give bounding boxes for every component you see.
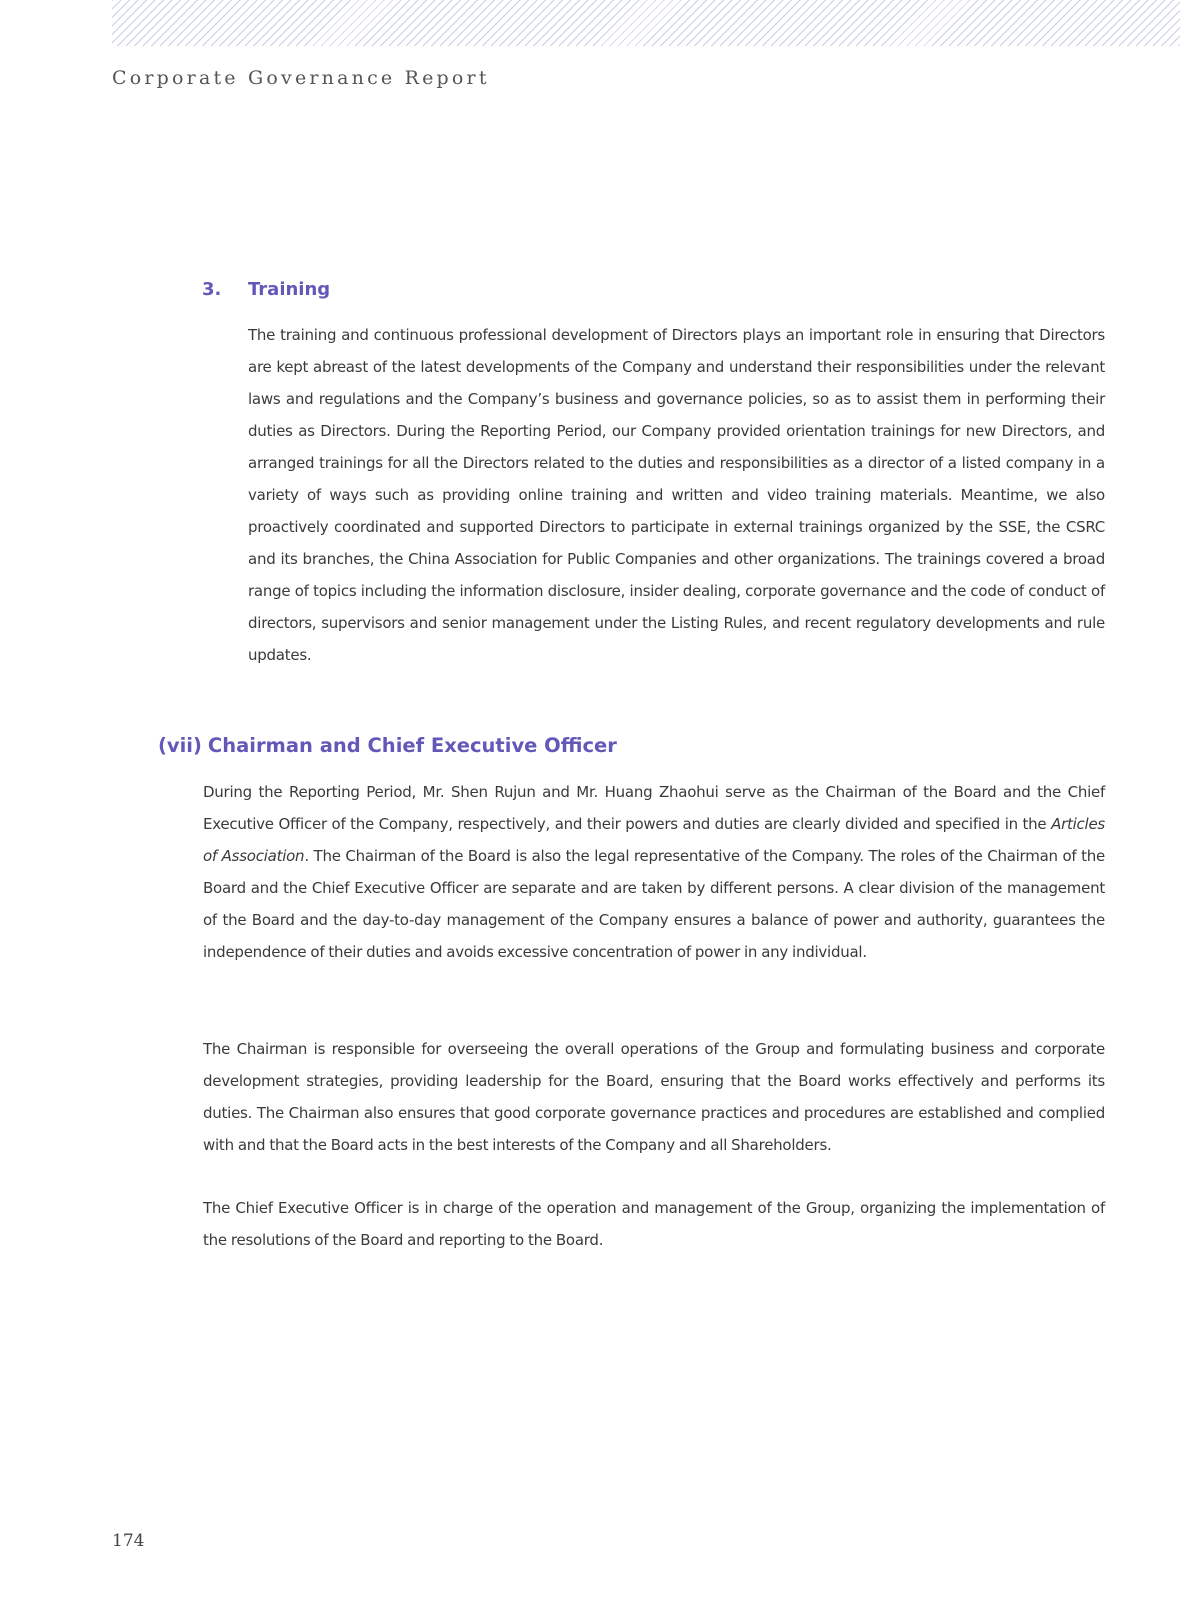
paragraph-1-text-before: During the Reporting Period, Mr. Shen Rujun and Mr. Huang Zhaohui serve as the Chairman of the Board and the Chief Executive Officer of the Company, respectively, and their powers and duties are clearly divided and specified in the (203, 783, 1105, 833)
paragraph-1-text-after: . The Chairman of the Board is also the legal representative of the Company. The roles of the Chairman of the Board and the Chief Executive Officer are separate and are taken by different persons. A clear division of the management of the Board and the day-to-day management of the Company ensures a balance of power and authority, guarantees the independence of their duties and avoids excessive concentration of power in any individual. (203, 847, 1105, 961)
training-heading-title: Training (248, 279, 331, 300)
running-header-title: Corporate Governance Report (112, 67, 490, 89)
chairman-ceo-paragraph-1 (203, 776, 1105, 968)
training-heading (202, 279, 330, 300)
chairman-ceo-heading (158, 734, 617, 757)
chairman-ceo-heading-title: Chairman and Chief Executive Officer (207, 734, 617, 757)
training-heading-number: 3. (202, 279, 222, 300)
chairman-responsibilities-paragraph: The Chairman is responsible for overseeing the overall operations of the Group and formulating business and corporate development strategies, providing leadership for the Board, ensuring that the Board works effectively and performs its duties. The Chairman also ensures that good corporate governance practices and procedures are established and complied with and that the Board acts in the best interests of the Company and all Shareholders. (203, 1040, 1105, 1154)
ceo-responsibilities-paragraph: The Chief Executive Officer is in charge of the operation and management of the Group, organizing the implementation of the resolutions of the Board and reporting to the Board. (203, 1199, 1105, 1249)
training-paragraph: The training and continuous professional development of Directors plays an important role in ensuring that Directors are kept abreast of the latest developments of the Company and understand their responsibilities under the relevant laws and regulations and the Company’s business and governance policies, so as to assist them in performing their duties as Directors. During the Reporting Period, our Company provided orientation trainings for new Directors, and arranged trainings for all the Directors related to the duties and responsibilities as a director of a listed company in a variety of ways such as providing online training and written and video training materials. Meantime, we also proactively coordinated and supported Directors to participate in external trainings organized by the SSE, the CSRC and its branches, the China Association for Public Companies and other organizations. The trainings covered a broad range of topics including the information disclosure, insider dealing, corporate governance and the code of conduct of directors, supervisors and senior management under the Listing Rules, and recent regulatory developments and rule updates. (248, 326, 1105, 664)
decorative-hatch-band (112, 0, 1180, 46)
articles-of-association-title: Articles of Association (203, 815, 1105, 865)
chairman-ceo-heading-number: (vii) (158, 734, 202, 757)
page-number: 174 (112, 1531, 145, 1551)
